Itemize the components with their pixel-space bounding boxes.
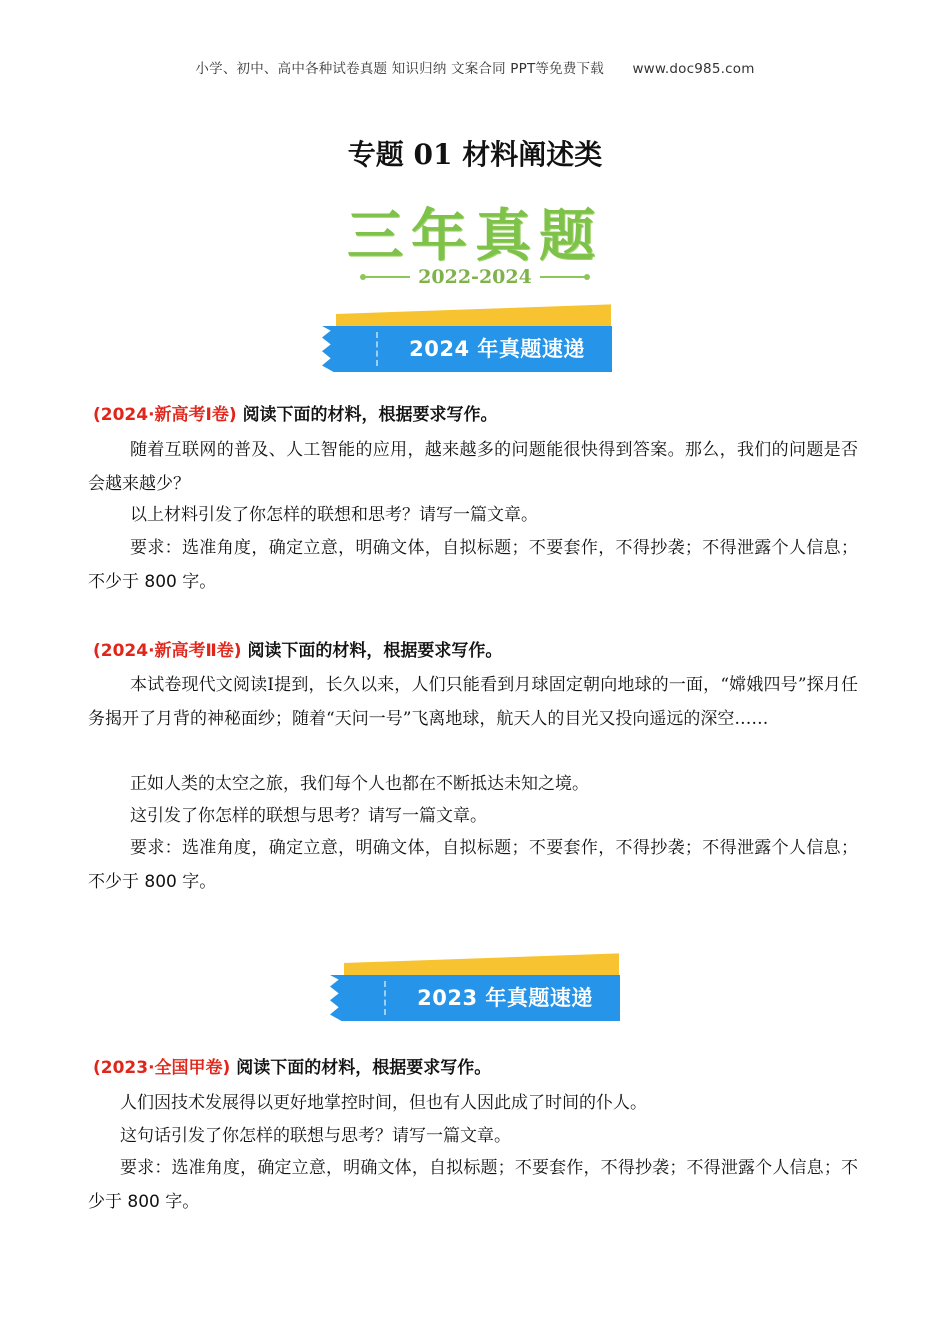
decorative-line-right bbox=[540, 276, 586, 278]
site-header-text: 小学、初中、高中各种试卷真题 知识归纳 文案合同 PPT等免费下载 bbox=[195, 61, 604, 77]
question-heading bbox=[93, 636, 502, 661]
question-paragraph: 以上材料引发了你怎样的联想和思考？请写一篇文章。 bbox=[130, 505, 538, 525]
question-paragraph: 本试卷现代文阅读Ⅰ提到，长久以来，人们只能看到月球固定朝向地球的一面，“嫦娥四号”探月任务揭开了月背的神秘面纱；随着“天问一号”飞离地球，航天人的目光又投向遥远的深空…… bbox=[88, 675, 858, 729]
question-prompt: 阅读下面的材料，根据要求写作。 bbox=[247, 641, 503, 661]
question-paragraph: 人们因技术发展得以更好地掌控时间，但也有人因此成了时间的仆人。 bbox=[120, 1093, 647, 1113]
tag-dashed-divider bbox=[376, 332, 378, 366]
question-heading bbox=[93, 1053, 491, 1078]
question-requirements: 要求：选准角度，确定立意，明确文体，自拟标题；不要套作，不得抄袭；不得泄露个人信息；不少于 800 字。 bbox=[88, 538, 858, 592]
question-requirements: 要求：选准角度，确定立意，明确文体，自拟标题；不要套作，不得抄袭；不得泄露个人信息；不少于 800 字。 bbox=[88, 1158, 858, 1212]
banner-title: 三年真题 bbox=[347, 204, 603, 269]
year-range bbox=[0, 266, 950, 288]
decorative-line-left bbox=[364, 276, 410, 278]
site-url-link[interactable]: www.doc985.com bbox=[632, 61, 755, 77]
section-tag-2024 bbox=[322, 314, 614, 376]
question-paragraph: 正如人类的太空之旅，我们每个人也都在不断抵达未知之境。 bbox=[130, 774, 589, 794]
question-prompt: 阅读下面的材料，根据要求写作。 bbox=[242, 405, 498, 425]
question-paragraph: 这句话引发了你怎样的联想与思考？请写一篇文章。 bbox=[120, 1126, 511, 1146]
section-tag-label: 2023 年真题速递 bbox=[417, 986, 593, 1010]
tag-dashed-divider bbox=[384, 981, 386, 1015]
document-title: 专题 01 材料阐述类 bbox=[347, 138, 603, 171]
question-source: (2024·新高考Ⅰ卷) bbox=[93, 405, 237, 425]
question-paragraph: 随着互联网的普及、人工智能的应用，越来越多的问题能很快得到答案。那么，我们的问题是否会越来越少？ bbox=[88, 440, 858, 494]
question-source: (2024·新高考Ⅱ卷) bbox=[93, 641, 242, 661]
site-header bbox=[0, 57, 950, 77]
year-range-text: 2022-2024 bbox=[418, 266, 532, 288]
question-paragraph: 这引发了你怎样的联想与思考？请写一篇文章。 bbox=[130, 806, 487, 826]
question-requirements: 要求：选准角度，确定立意，明确文体，自拟标题；不要套作，不得抄袭；不得泄露个人信息；不少于 800 字。 bbox=[88, 838, 858, 892]
question-source: (2023·全国甲卷) bbox=[93, 1058, 231, 1078]
section-tag-2023 bbox=[330, 963, 622, 1025]
question-prompt: 阅读下面的材料，根据要求写作。 bbox=[236, 1058, 492, 1078]
section-tag-label: 2024 年真题速递 bbox=[409, 337, 585, 361]
question-heading bbox=[93, 400, 498, 425]
